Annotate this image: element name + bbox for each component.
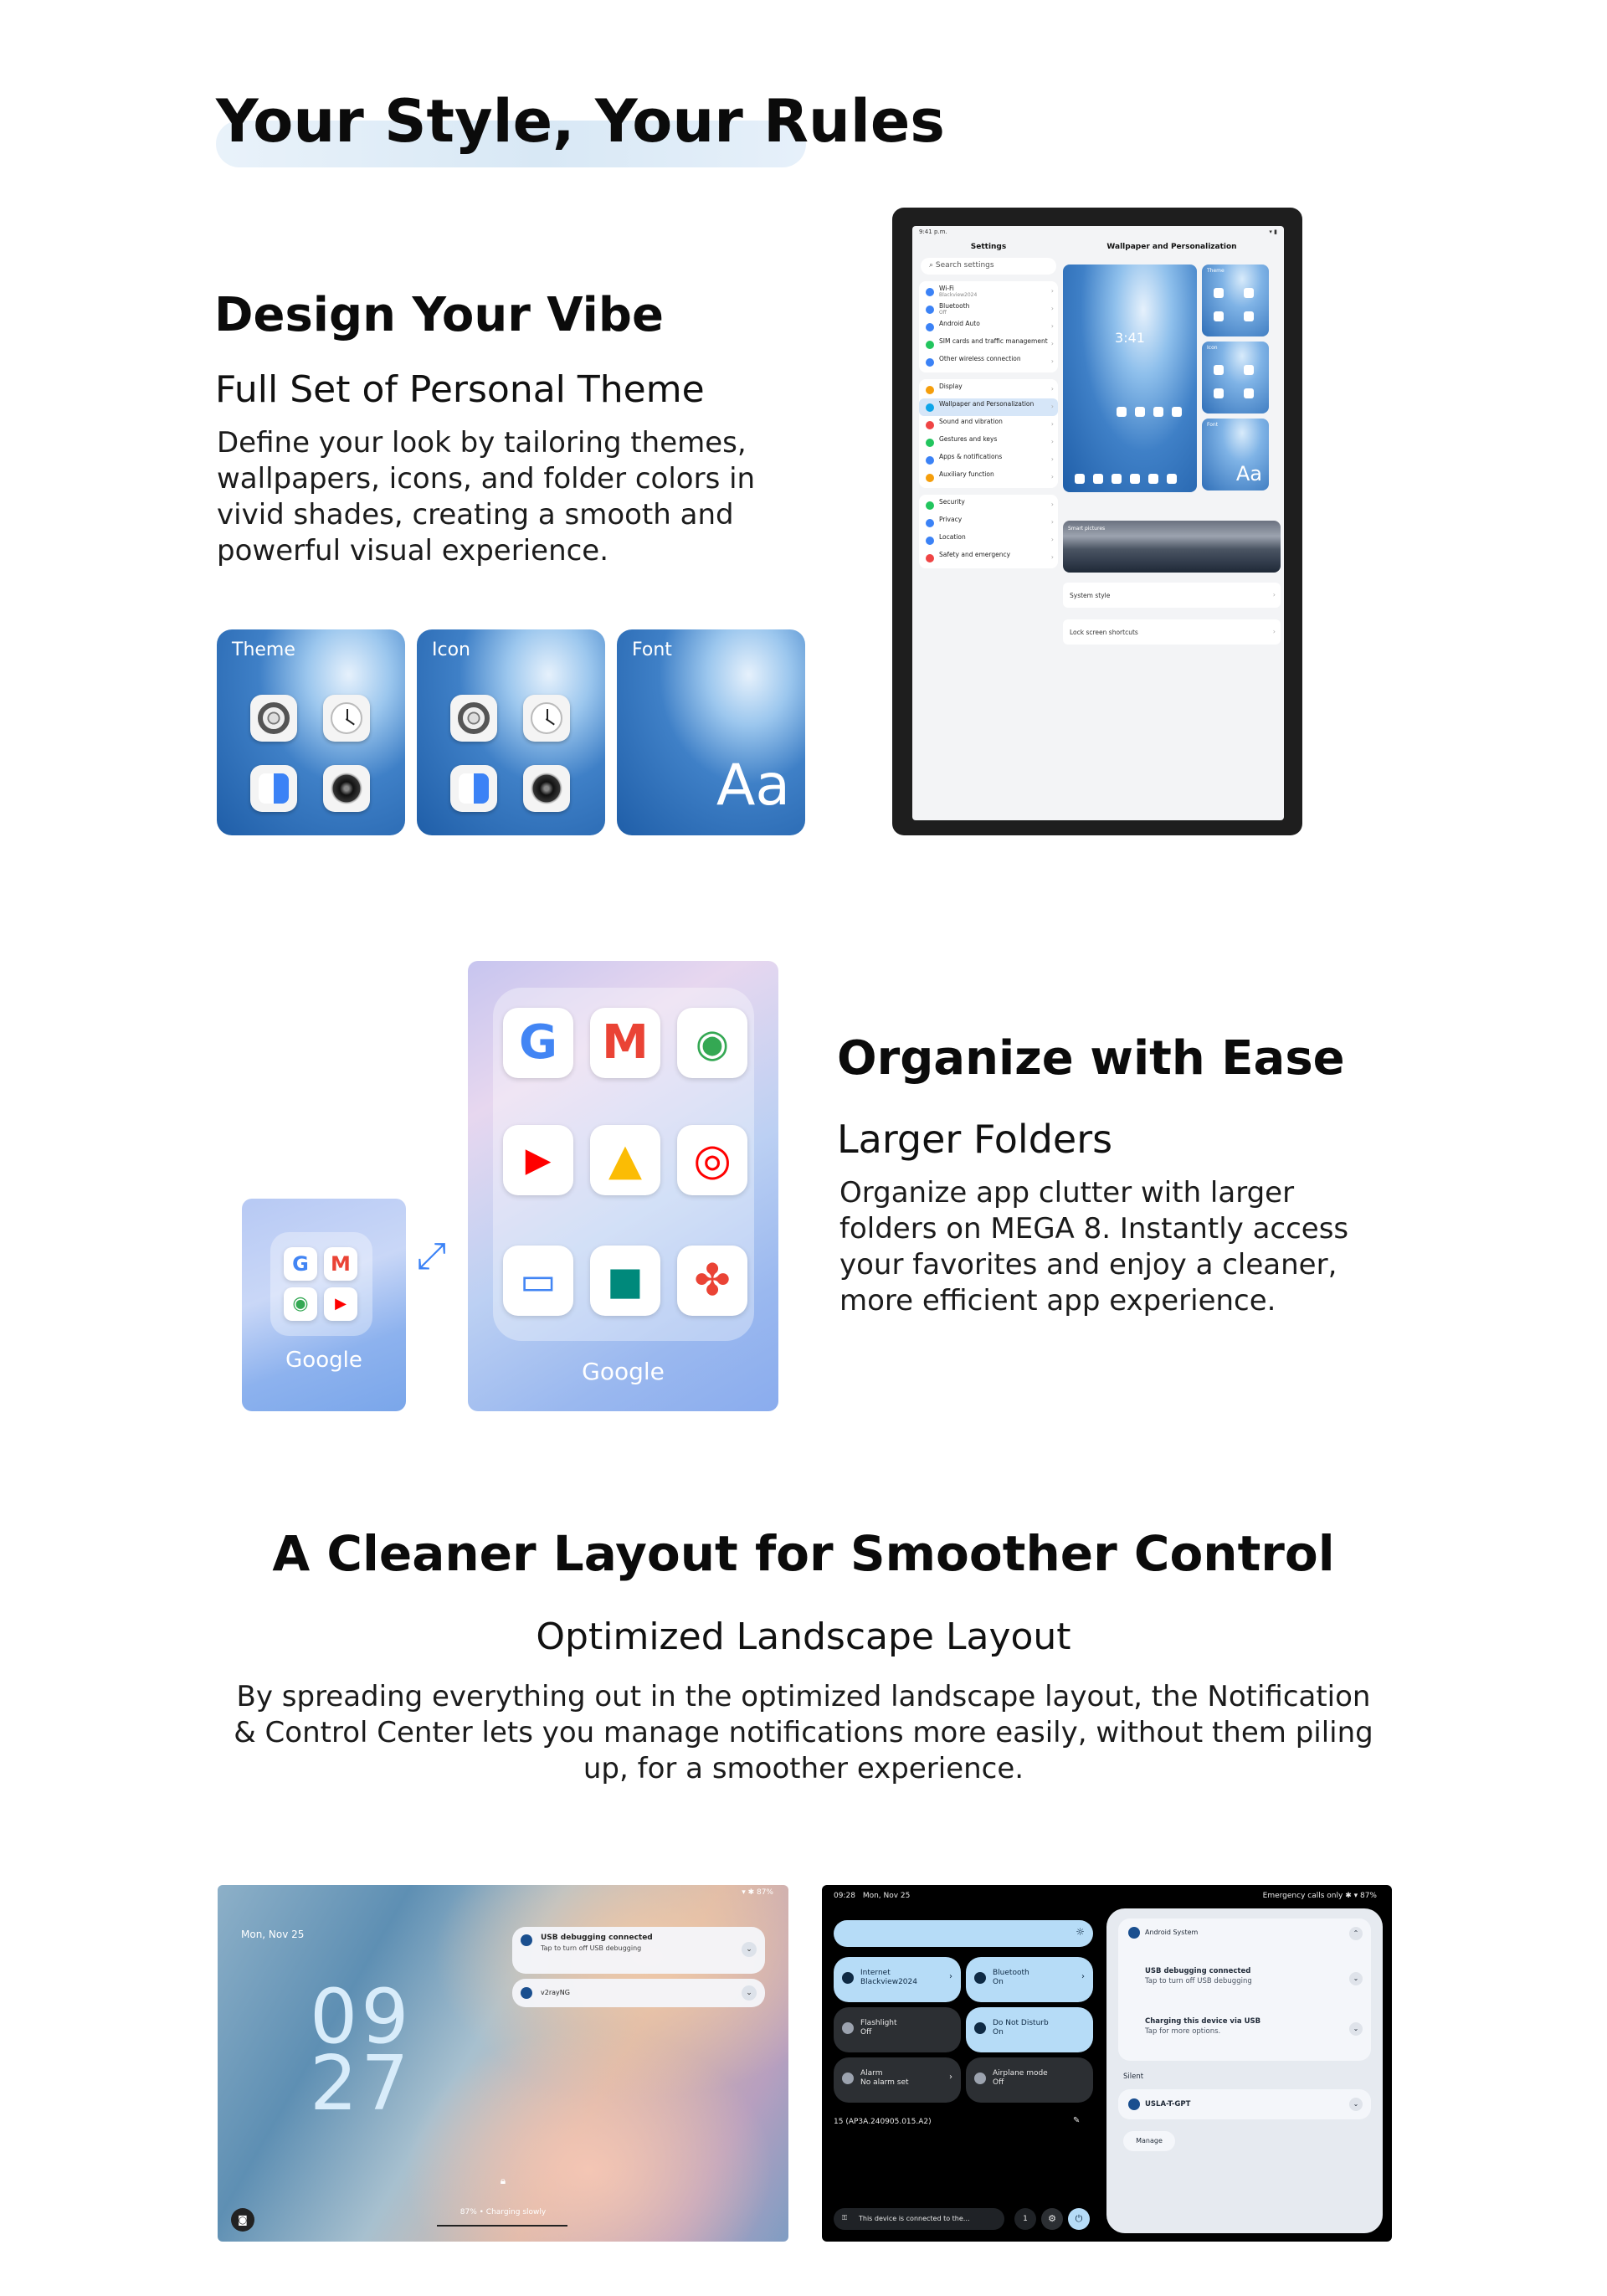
settings-item-icon bbox=[926, 456, 934, 465]
camera-icon bbox=[1244, 388, 1254, 398]
wifi-icon: ✱ ▾ bbox=[1345, 1892, 1360, 1900]
gmail-icon: M bbox=[324, 1247, 357, 1281]
section1-heading: Design Your Vibe bbox=[214, 288, 664, 342]
quick-settings-screenshot bbox=[822, 1885, 1392, 2242]
chevron-right-icon: › bbox=[949, 2073, 952, 2082]
status-bar bbox=[742, 1888, 773, 1897]
qs-tile[interactable] bbox=[834, 1957, 961, 2002]
system-style-row[interactable] bbox=[1063, 583, 1281, 608]
qs-tile[interactable] bbox=[834, 2007, 961, 2052]
settings-title: Settings bbox=[970, 243, 1007, 251]
settings-item-icon bbox=[926, 306, 934, 314]
settings-item-label: SIM cards and traffic management bbox=[939, 337, 1048, 345]
qs-tile[interactable] bbox=[966, 2057, 1093, 2103]
settings-list bbox=[917, 239, 1060, 814]
tablet-settings-screenshot bbox=[892, 208, 1302, 835]
qs-tile-icon bbox=[842, 2073, 854, 2084]
font-card[interactable] bbox=[617, 629, 805, 835]
device-connected-label: This device is connected to the… bbox=[859, 2215, 970, 2222]
lockscreen-screenshot bbox=[218, 1885, 788, 2242]
clock-icon bbox=[1244, 365, 1254, 375]
settings-item-icon bbox=[926, 537, 934, 545]
chevron-right-icon: › bbox=[1050, 305, 1054, 312]
wifi-icon: ▾ ✱ bbox=[742, 1888, 757, 1897]
chevron-right-icon: › bbox=[1050, 536, 1054, 543]
app-icon bbox=[1117, 407, 1127, 417]
calculator-icon bbox=[1214, 311, 1224, 321]
chevron-right-icon: › bbox=[1081, 1972, 1085, 1981]
photos-icon: ✤ bbox=[677, 1246, 747, 1316]
theme-thumb-label: Theme bbox=[1207, 268, 1225, 274]
expand-chevron-icon[interactable]: ⌄ bbox=[742, 1942, 757, 1957]
youtube-icon: ▶ bbox=[503, 1125, 573, 1195]
settings-item[interactable] bbox=[919, 514, 1058, 532]
chevron-right-icon: › bbox=[1050, 403, 1054, 410]
qs-tile-title: Do Not Disturb bbox=[993, 2019, 1049, 2027]
chevron-right-icon: › bbox=[1272, 591, 1276, 598]
settings-item-icon bbox=[926, 439, 934, 447]
settings-item[interactable] bbox=[919, 451, 1058, 469]
qs-tile-subtitle: Off bbox=[993, 2078, 1004, 2087]
section3-subheading: Optimized Landscape Layout bbox=[536, 1615, 1071, 1658]
settings-item-label: Wallpaper and Personalization bbox=[939, 400, 1035, 408]
usla-notification[interactable] bbox=[1118, 2089, 1371, 2119]
settings-item-label: Security bbox=[939, 498, 965, 506]
chevron-right-icon: › bbox=[1272, 628, 1276, 635]
usb-charging-notification bbox=[1145, 2017, 1260, 2036]
qs-time: 09:28 bbox=[834, 1892, 855, 1900]
chevron-right-icon: › bbox=[1050, 501, 1054, 508]
settings-item-icon bbox=[926, 554, 934, 562]
meet-icon: ■ bbox=[590, 1246, 660, 1316]
expand-chevron-icon[interactable]: ⌄ bbox=[1349, 2098, 1363, 2111]
qs-tile-subtitle: On bbox=[993, 1978, 1004, 1986]
settings-item-sublabel: Off bbox=[939, 310, 947, 316]
qs-date: Mon, Nov 25 bbox=[862, 1892, 911, 1900]
qs-tile-icon bbox=[842, 2022, 854, 2034]
theme-card-label: Theme bbox=[232, 639, 295, 660]
body-line: By spreading everything out in the optimized landscape layout, the Notification bbox=[236, 1680, 1371, 1713]
settings-item[interactable] bbox=[919, 336, 1058, 353]
settings-item-label: Bluetooth bbox=[939, 302, 970, 310]
settings-item[interactable] bbox=[919, 532, 1058, 549]
chevron-right-icon: › bbox=[1050, 553, 1054, 561]
v2rayng-icon bbox=[521, 1987, 532, 1999]
notification-subtitle: Tap for more options. bbox=[1145, 2027, 1221, 2036]
font-thumbnail[interactable] bbox=[1202, 419, 1269, 491]
body-line: wallpapers, icons, and folder colors in bbox=[217, 462, 756, 496]
notification-title: USB debugging connected bbox=[1145, 1967, 1251, 1975]
settings-item-label: Sound and vibration bbox=[939, 418, 1003, 425]
camera-icon bbox=[523, 765, 570, 812]
body-line: vivid shades, creating a smooth and bbox=[217, 498, 734, 532]
notification-shade bbox=[1106, 1908, 1383, 2233]
brightness-icon: ☼ bbox=[1076, 1926, 1085, 1938]
qs-tile-icon bbox=[974, 2022, 986, 2034]
chevron-right-icon: › bbox=[1050, 385, 1054, 393]
build-number: 15 (AP3A.240905.015.A2) bbox=[834, 2118, 932, 2126]
font-sample: Aa bbox=[716, 752, 790, 819]
maps-icon: ◉ bbox=[677, 1008, 747, 1078]
chevron-right-icon: › bbox=[1050, 322, 1054, 330]
lock-screen-shortcuts-row[interactable] bbox=[1063, 619, 1281, 645]
chevron-right-icon: › bbox=[1050, 455, 1054, 463]
calculator-icon bbox=[1214, 388, 1224, 398]
drive-icon: ▲ bbox=[590, 1125, 660, 1195]
settings-item[interactable] bbox=[919, 496, 1058, 514]
clock-icon bbox=[523, 695, 570, 742]
settings-item[interactable] bbox=[919, 434, 1058, 451]
qs-tile-title: Internet bbox=[860, 1969, 891, 1977]
clock-icon bbox=[1244, 288, 1254, 298]
section2-subheading: Larger Folders bbox=[837, 1117, 1113, 1162]
dock-icon bbox=[1075, 474, 1085, 484]
gear-icon bbox=[450, 695, 497, 742]
settings-item-label: Wi-Fi bbox=[939, 285, 954, 292]
notification-subtitle: Tap to turn off USB debugging bbox=[541, 1944, 642, 1952]
edit-icon[interactable]: ✎ bbox=[1073, 2116, 1081, 2125]
settings-item[interactable] bbox=[919, 416, 1058, 434]
section3-heading: A Cleaner Layout for Smoother Control bbox=[272, 1525, 1335, 1582]
preview-clock: 3:41 bbox=[1115, 330, 1145, 346]
key-icon: ⚿ bbox=[842, 2214, 848, 2222]
small-folder-label: Google bbox=[285, 1348, 362, 1373]
qs-tile-icon bbox=[842, 1972, 854, 1984]
app-icon bbox=[1128, 2098, 1140, 2110]
qs-tile[interactable] bbox=[834, 2057, 961, 2103]
qs-tile-subtitle: Blackview2024 bbox=[860, 1978, 917, 1986]
section1-body bbox=[217, 425, 755, 569]
clock-icon bbox=[323, 695, 370, 742]
wallpaper-panel-title: Wallpaper and Personalization bbox=[1106, 243, 1237, 251]
notification-title: Charging this device via USB bbox=[1145, 2017, 1261, 2026]
settings-item[interactable] bbox=[919, 300, 1058, 318]
dock-icon bbox=[1093, 474, 1103, 484]
icon-thumbnail[interactable] bbox=[1202, 342, 1269, 413]
icon-thumb-label: Icon bbox=[1207, 345, 1218, 351]
qs-clock bbox=[834, 1892, 910, 1900]
dock-icon bbox=[1148, 474, 1158, 484]
expand-chevron-icon[interactable]: ⌄ bbox=[1349, 2022, 1363, 2036]
google-icon: G bbox=[503, 1008, 573, 1078]
settings-item-label: Location bbox=[939, 533, 966, 541]
settings-item-icon bbox=[926, 341, 934, 349]
notification-title: USLA-T-GPT bbox=[1145, 2100, 1191, 2109]
notification-subtitle: Tap to turn off USB debugging bbox=[1145, 1977, 1252, 1985]
settings-item[interactable] bbox=[919, 469, 1058, 486]
status-time: 9:41 p.m. bbox=[919, 229, 947, 235]
user-count-button[interactable]: 1 bbox=[1014, 2208, 1036, 2230]
body-line: folders on MEGA 8. Instantly access bbox=[839, 1212, 1349, 1246]
expand-arrows-icon: ⤢ bbox=[417, 1235, 447, 1276]
youtube-icon: ▶ bbox=[324, 1287, 357, 1321]
lock-clock-minutes: 27 bbox=[310, 2040, 413, 2128]
settings-gear-icon[interactable]: ⚙ bbox=[1041, 2208, 1063, 2230]
settings-item[interactable] bbox=[919, 398, 1058, 416]
settings-item-icon bbox=[926, 386, 934, 394]
lock-clock bbox=[310, 1973, 413, 2128]
battery-level: 87% bbox=[756, 1888, 773, 1897]
search-icon: ⌕ bbox=[929, 261, 936, 270]
status-icons: ▾ ▮ bbox=[1269, 229, 1277, 235]
settings-group-personal bbox=[919, 379, 1058, 488]
font-card-label: Font bbox=[632, 639, 672, 660]
android-icon bbox=[521, 1934, 532, 1946]
chevron-right-icon: › bbox=[1050, 420, 1054, 428]
notification-v2rayng[interactable] bbox=[512, 1979, 765, 2007]
wallpaper-preview[interactable] bbox=[1063, 265, 1197, 492]
settings-item-label: Android Auto bbox=[939, 320, 980, 327]
lock-clock-hours: 09 bbox=[310, 1973, 413, 2061]
power-icon[interactable]: ⏻ bbox=[1068, 2208, 1090, 2230]
chevron-right-icon: › bbox=[1050, 357, 1054, 365]
page-title: Your Style, Your Rules bbox=[216, 87, 945, 156]
qs-tile[interactable] bbox=[966, 2007, 1093, 2052]
usb-debugging-notification bbox=[1145, 1967, 1252, 1985]
settings-item-icon bbox=[926, 288, 934, 296]
android-icon bbox=[1128, 1927, 1140, 1939]
wallpaper-panel bbox=[1063, 239, 1281, 814]
android-system-notifications[interactable] bbox=[1118, 1918, 1371, 2061]
silent-section-label: Silent bbox=[1123, 2073, 1144, 2081]
settings-item[interactable] bbox=[919, 283, 1058, 300]
notification-usb-debugging[interactable] bbox=[512, 1927, 765, 1974]
qs-tile-title: Flashlight bbox=[860, 2019, 897, 2027]
dock-icon bbox=[1112, 474, 1122, 484]
qs-tile-title: Airplane mode bbox=[993, 2069, 1048, 2078]
youtube-music-icon: ◎ bbox=[677, 1125, 747, 1195]
body-line: Define your look by tailoring themes, bbox=[217, 426, 747, 460]
search-placeholder: Search settings bbox=[935, 261, 994, 270]
calculator-icon bbox=[450, 765, 497, 812]
system-style-label: System style bbox=[1070, 592, 1111, 599]
body-line: your favorites and enjoy a cleaner, bbox=[839, 1248, 1337, 1282]
qs-tile-subtitle: Off bbox=[860, 2028, 872, 2037]
section2-body bbox=[839, 1175, 1348, 1319]
notification-app-name: Android System bbox=[1145, 1929, 1199, 1936]
charging-status: 87% • Charging slowly bbox=[460, 2208, 547, 2216]
camera-shortcut-icon[interactable]: ◙ bbox=[231, 2208, 254, 2232]
dock-icon bbox=[1130, 474, 1140, 484]
theme-thumbnail[interactable] bbox=[1202, 265, 1269, 336]
icon-card-label: Icon bbox=[432, 639, 470, 660]
google-tv-icon: ▭ bbox=[503, 1246, 573, 1316]
qs-tile-title: Alarm bbox=[860, 2069, 883, 2078]
home-indicator bbox=[437, 2225, 567, 2227]
chevron-right-icon: › bbox=[1050, 438, 1054, 445]
chevron-right-icon: › bbox=[1050, 473, 1054, 480]
settings-item-label: Privacy bbox=[939, 516, 963, 523]
body-line: powerful visual experience. bbox=[217, 534, 609, 568]
settings-item-icon bbox=[926, 421, 934, 429]
qs-status-right bbox=[1263, 1892, 1377, 1900]
font-thumb-label: Font bbox=[1207, 422, 1219, 428]
settings-item-icon bbox=[926, 403, 934, 412]
dock-icon bbox=[1167, 474, 1177, 484]
app-icon bbox=[1153, 407, 1163, 417]
settings-item[interactable] bbox=[919, 353, 1058, 371]
qs-tile[interactable] bbox=[966, 1957, 1093, 2002]
collapse-chevron-icon[interactable]: ⌃ bbox=[1349, 1927, 1363, 1940]
settings-item-icon bbox=[926, 323, 934, 331]
settings-item-label: Apps & notifications bbox=[939, 453, 1003, 460]
google-icon: G bbox=[284, 1247, 317, 1281]
expand-chevron-icon[interactable]: ⌄ bbox=[742, 1985, 757, 2001]
settings-item[interactable] bbox=[919, 381, 1058, 398]
small-folder-panel bbox=[270, 1232, 372, 1336]
settings-item[interactable] bbox=[919, 549, 1058, 567]
emergency-calls-label: Emergency calls only bbox=[1262, 1892, 1343, 1900]
body-line: up, for a smoother experience. bbox=[583, 1752, 1024, 1785]
manage-button[interactable]: Manage bbox=[1123, 2131, 1175, 2151]
settings-item[interactable] bbox=[919, 318, 1058, 336]
lock-icon: 🔒︎ bbox=[500, 2175, 506, 2186]
chevron-right-icon: › bbox=[1050, 340, 1054, 347]
small-folder-preview bbox=[242, 1199, 406, 1411]
settings-item-icon bbox=[926, 519, 934, 527]
device-connected-pill[interactable] bbox=[834, 2208, 1004, 2230]
gear-icon bbox=[1214, 365, 1224, 375]
settings-group-connections bbox=[919, 281, 1058, 372]
settings-group-security bbox=[919, 495, 1058, 568]
gear-icon bbox=[250, 695, 297, 742]
large-folder-preview bbox=[468, 961, 778, 1411]
smart-pictures-label: Smart pictures bbox=[1068, 526, 1106, 532]
qs-tile-title: Bluetooth bbox=[993, 1969, 1029, 1977]
qs-tile-icon bbox=[974, 2073, 986, 2084]
settings-item-label: Display bbox=[939, 383, 963, 390]
search-settings-field[interactable] bbox=[921, 258, 1056, 275]
settings-item-label: Safety and emergency bbox=[939, 551, 1011, 558]
body-line: Organize app clutter with larger bbox=[839, 1176, 1295, 1210]
body-line: & Control Center lets you manage notifications more easily, without them piling bbox=[234, 1716, 1373, 1749]
gmail-icon: M bbox=[590, 1008, 660, 1078]
qs-tile-subtitle: No alarm set bbox=[860, 2078, 909, 2087]
icon-card[interactable] bbox=[417, 629, 605, 835]
body-line: more efficient app experience. bbox=[839, 1284, 1276, 1318]
smart-pictures-card[interactable] bbox=[1063, 521, 1281, 573]
camera-icon bbox=[323, 765, 370, 812]
theme-card[interactable] bbox=[217, 629, 405, 835]
app-icon bbox=[1172, 407, 1182, 417]
settings-item-icon bbox=[926, 474, 934, 482]
battery-level: 87% bbox=[1359, 1892, 1377, 1900]
lock-screen-shortcuts-label: Lock screen shortcuts bbox=[1070, 629, 1138, 636]
section1-subheading: Full Set of Personal Theme bbox=[215, 368, 705, 411]
large-folder-label: Google bbox=[582, 1358, 665, 1385]
maps-icon: ◉ bbox=[284, 1287, 317, 1321]
settings-item-icon bbox=[926, 358, 934, 367]
camera-icon bbox=[1244, 311, 1254, 321]
settings-item-icon bbox=[926, 501, 934, 510]
gear-icon bbox=[1214, 288, 1224, 298]
settings-item-label: Gestures and keys bbox=[939, 435, 998, 443]
section2-heading: Organize with Ease bbox=[837, 1031, 1345, 1086]
qs-tile-icon bbox=[974, 1972, 986, 1984]
section3-body bbox=[0, 1679, 1607, 1787]
brightness-slider[interactable] bbox=[834, 1920, 1093, 1947]
app-icon bbox=[1135, 407, 1145, 417]
lock-date: Mon, Nov 25 bbox=[241, 1929, 305, 1940]
chevron-right-icon: › bbox=[949, 1972, 952, 1981]
qs-tile-subtitle: On bbox=[993, 2028, 1004, 2037]
expand-chevron-icon[interactable]: ⌄ bbox=[1349, 1972, 1363, 1985]
settings-item-label: Auxiliary function bbox=[939, 470, 994, 478]
chevron-right-icon: › bbox=[1050, 518, 1054, 526]
calculator-icon bbox=[250, 765, 297, 812]
notification-title: USB debugging connected bbox=[541, 1934, 653, 1942]
notification-title: v2rayNG bbox=[541, 1989, 570, 1996]
settings-item-sublabel: Blackview2024 bbox=[939, 292, 978, 298]
font-thumb-sample: Aa bbox=[1235, 462, 1262, 485]
settings-item-label: Other wireless connection bbox=[939, 355, 1021, 362]
chevron-right-icon: › bbox=[1050, 287, 1054, 295]
